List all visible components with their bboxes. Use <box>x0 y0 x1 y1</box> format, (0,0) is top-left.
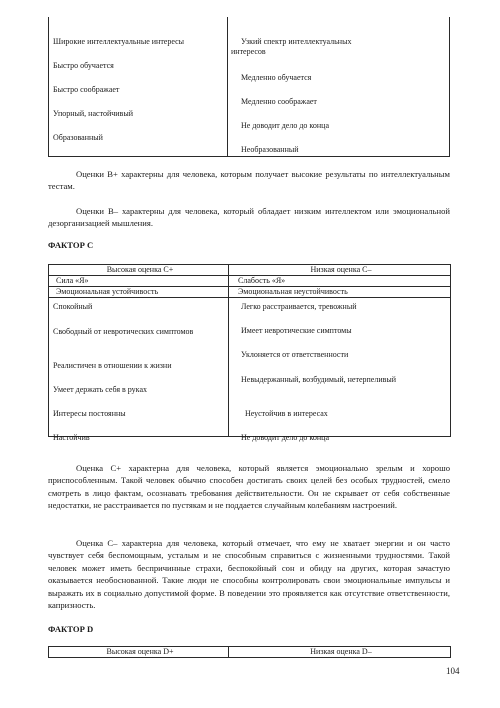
factor-c-table <box>48 264 451 442</box>
factor-c-high-item: Свободный от невротических симптомов <box>53 327 194 336</box>
factor-c-high-description: Оценка С+ характерна для человека, который является эмоционально зрелым и хорошо приспособленным. Такой человек обычно способен достигать своих целей без особых трудностей, смело смотреть в лицо фактам, осознавать требования действительности. Он не скрывает от себя собственные недостатки, не расстраивается по пустякам и не поддается случайным колебаниям настроений. <box>48 463 450 511</box>
factor-b-high-item: Быстро соображает <box>53 85 120 94</box>
factor-c-low-row: Эмоциональная неустойчивость <box>229 287 451 298</box>
factor-c-high-row: Эмоциональная устойчивость <box>49 287 229 298</box>
factor-c-low-item: Невыдержанный, возбудимый, нетерпеливый <box>241 375 397 384</box>
factor-c-low-header: Низкая оценка С– <box>229 265 451 276</box>
factor-b-low-description: Оценки В– характерны для человека, который обладает низким интеллектом или эмоциональной дезорганизацией мышления. <box>48 206 450 229</box>
factor-c-low-traits <box>229 298 451 442</box>
factor-b-high-item: Быстро обучается <box>53 61 114 70</box>
factor-c-high-item: Реалистичен в отношении к жизни <box>53 361 172 370</box>
factor-d-low-header: Низкая оценка D– <box>229 647 451 658</box>
factor-b-high-item: Широкие интеллектуальные интересы <box>53 37 185 46</box>
factor-c-low-item: Не доводит дело до конца <box>241 433 330 442</box>
factor-c-low-item: Уклоняется от ответственности <box>241 350 349 359</box>
factor-b-high-item: Упорный, настойчивый <box>53 109 133 118</box>
factor-d-high-header: Высокая оценка D+ <box>49 647 229 658</box>
factor-b-high-description: Оценки В+ характерны для человека, которым получает высокие результаты по интеллектуальным тестам. <box>48 169 450 192</box>
factor-b-low-item: Медленно соображает <box>241 97 317 106</box>
factor-c-low-item: Неустойчив в интересах <box>245 409 328 418</box>
factor-c-low-item: Легко расстраивается, тревожный <box>241 302 357 311</box>
factor-d-table <box>48 646 451 658</box>
factor-b-low-item: Медленно обучается <box>241 73 312 82</box>
factor-c-high-row: Сила «Я» <box>49 276 229 287</box>
factor-b-divider <box>227 17 228 156</box>
factor-c-high-item: Умеет держать себя в руках <box>53 385 147 394</box>
factor-c-heading: ФАКТОР С <box>48 240 94 250</box>
factor-c-high-item: Интересы постоянны <box>53 409 126 418</box>
factor-c-low-row: Слабость «Я» <box>229 276 451 287</box>
factor-c-low-item: Имеет невротические симптомы <box>241 326 352 335</box>
factor-c-high-traits <box>49 298 229 442</box>
factor-b-table <box>48 17 450 157</box>
factor-d-heading: ФАКТОР D <box>48 624 94 634</box>
factor-c-high-item: Настойчив <box>53 433 90 442</box>
factor-c-high-header: Высокая оценка С+ <box>49 265 229 276</box>
factor-b-low-item: Необразованный <box>241 145 299 154</box>
factor-b-high-item: Образованный <box>53 133 103 142</box>
factor-c-high-item: Спокойный <box>53 302 93 311</box>
factor-b-low-item: Узкий спектр интеллектуальных интересов <box>231 37 352 56</box>
page-number: 104 <box>446 666 460 676</box>
factor-c-low-description: Оценка С– характерна для человека, который отмечает, что ему не хватает энергии и он часто чувствует себя беспомощным, усталым и не способным справиться с жизненными трудностями. Такой человек может иметь беспричинные страхи, беспокойный сон и обиду на других, которая зачастую оказывается необоснованной. Такие люди не способны контролировать свои эмоциональные импульсы и выражать их в социально допустимой форме. В поведении это проявляется как отсутствие ответственности, капризность. <box>48 538 450 611</box>
factor-b-low-item: Не доводит дело до конца <box>241 121 330 130</box>
